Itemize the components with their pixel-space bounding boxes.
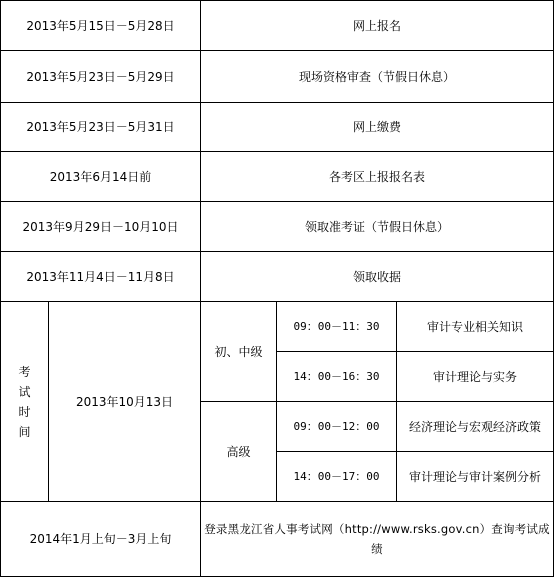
exam-time-label [1,302,49,502]
results-date: 2014年1月上旬－3月上旬 [1,502,201,577]
results-query-text: 登录黑龙江省人事考试网（http://www.rsks.gov.cn）查询考试成绩 [201,502,554,577]
session-time: 09：00－11：30 [277,302,397,352]
schedule-row [1,1,554,51]
schedule-date: 2013年9月29日－10月10日 [1,202,201,252]
schedule-event: 现场资格审查（节假日休息） [201,51,554,103]
session-time: 14：00－17：00 [277,452,397,502]
exam-time-label-char: 间 [18,424,31,439]
session-time: 09：00－12：00 [277,402,397,452]
schedule-row [1,103,554,152]
schedule-event: 领取收据 [201,252,554,302]
schedule-event: 领取准考证（节假日休息） [201,202,554,252]
exam-level: 初、中级 [201,302,277,402]
schedule-event: 网上缴费 [201,103,554,152]
schedule-row [1,152,554,202]
schedule-event: 各考区上报报名表 [201,152,554,202]
session-subject: 审计专业相关知识 [397,302,554,352]
schedule-row [1,252,554,302]
schedule-row [1,51,554,103]
schedule-date: 2013年6月14日前 [1,152,201,202]
exam-time-label-char: 考 [18,364,31,379]
exam-time-label-char: 试 [18,384,31,399]
session-time: 14：00－16：30 [277,352,397,402]
results-row [1,502,554,577]
schedule-date: 2013年5月15日－5月28日 [1,1,201,51]
exam-date: 2013年10月13日 [49,302,201,502]
schedule-date: 2013年11月4日－11月8日 [1,252,201,302]
schedule-date: 2013年5月23日－5月31日 [1,103,201,152]
exam-time-label-char: 时 [18,404,31,419]
schedule-date: 2013年5月23日－5月29日 [1,51,201,103]
session-subject: 审计理论与实务 [397,352,554,402]
schedule-row [1,202,554,252]
exam-session-row [1,302,554,352]
session-subject: 经济理论与宏观经济政策 [397,402,554,452]
session-subject: 审计理论与审计案例分析 [397,452,554,502]
schedule-event: 网上报名 [201,1,554,51]
exam-level: 高级 [201,402,277,502]
